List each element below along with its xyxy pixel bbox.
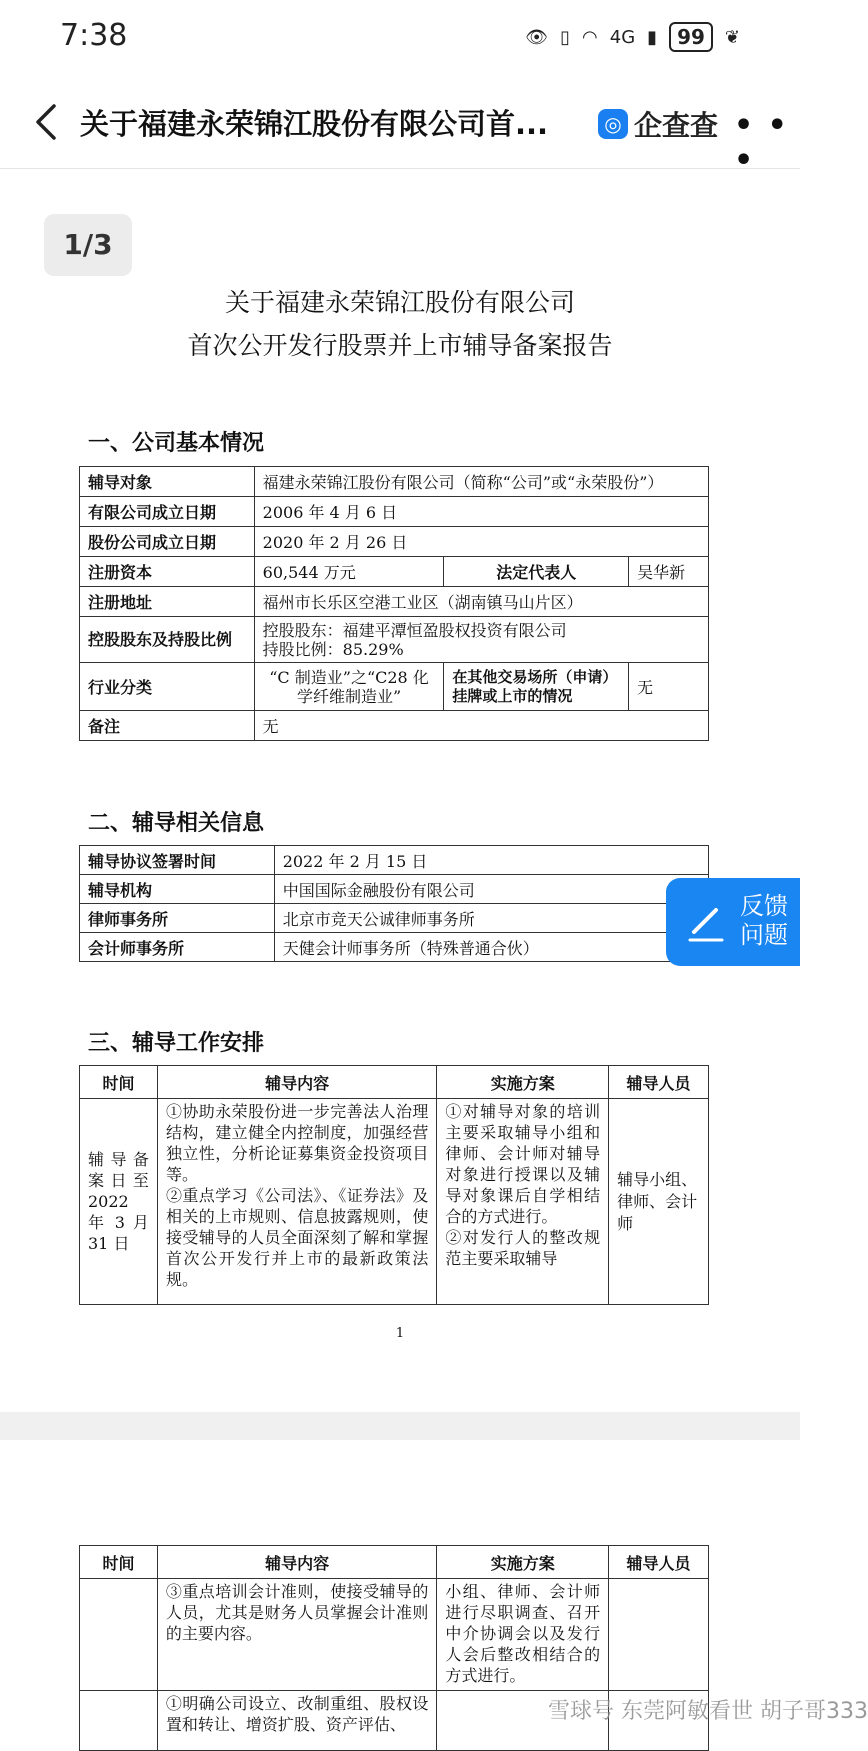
col-header-time: 时间 [80,1066,158,1099]
cell-label: 备注 [80,711,255,741]
status-time: 7:38 [60,18,128,53]
col-header-method: 实施方案 [437,1546,609,1579]
plan-content: ③重点培训会计准则，使接受辅导的人员，尤其是财务人员掌握会计准则的主要内容。 [157,1579,437,1691]
col-header-method: 实施方案 [437,1066,609,1099]
basic-info-table [79,466,709,741]
page-indicator: 1/3 [44,214,132,276]
section-title-plan: 三、辅导工作安排 [88,1030,265,1056]
cell-value: 吴华新 [629,557,709,587]
tutoring-info-table [79,845,709,962]
section-title-info: 二、辅导相关信息 [88,810,265,836]
plan-time [80,1579,158,1691]
more-icon[interactable]: • • • [734,108,789,178]
cell-value: 福建永荣锦江股份有限公司（简称“公司”或“永荣股份”） [254,467,708,497]
plan-content: ①协助永荣股份进一步完善法人治理结构，建立健全内控制度，加强经营独立性，分析论证募集资金投资项目等。 ②重点学习《公司法》、《证券法》及相关的上市规则、信息披露规则，使接受辅导的人员全面深刻了解和掌握首次公开发行并上市的最新政策法规。 [157,1099,436,1305]
qichacha-icon: ◎ [598,109,628,139]
col-header-content: 辅导内容 [157,1546,437,1579]
cell-value: 60,544 万元 [254,557,444,587]
cell-label: 律师事务所 [80,904,275,933]
cell-value: 2022 年 2 月 15 日 [274,846,708,875]
cell-label: 控股股东及持股比例 [80,617,255,663]
cell-label: 注册地址 [80,587,255,617]
plan-content: ①明确公司设立、改制重组、股权设置和转让、增资扩股、资产评估、 [157,1691,437,1751]
plan-method: ①对辅导对象的培训主要采取辅导小组和律师、会计师对辅导对象进行授课以及辅导对象课后自学相结合的方式进行。 ②对发行人的整改规范主要采取辅导 [437,1099,609,1305]
doc-title-line2: 首次公开发行股票并上市辅导备案报告 [187,331,613,360]
plan-method: 小组、律师、会计师进行尽职调查、召开中介协调会以及发行人会后整改相结合的方式进行。 [437,1579,609,1691]
plan-staff: 辅导小组、律师、会计师 [609,1099,709,1305]
col-header-staff: 辅导人员 [609,1546,709,1579]
cell-label: 行业分类 [80,663,255,711]
eye-icon: 👁 [525,26,549,48]
plan-time [80,1691,158,1751]
holder-ratio: 持股比例：85.29% [262,639,404,659]
col-header-staff: 辅导人员 [609,1066,709,1099]
cell-label: 会计师事务所 [80,933,275,962]
signal-icon: ▮ [647,26,658,48]
leaf-icon: ❦ [724,26,740,48]
cell-label: 股份公司成立日期 [80,527,255,557]
cell-value: 无 [629,663,709,711]
status-bar [0,0,800,78]
cell-label: 辅导对象 [80,467,255,497]
feedback-label: 反馈 问题 [740,892,788,949]
cell-value: 北京市竞天公诚律师事务所 [274,904,708,933]
status-icons [525,22,740,52]
pencil-icon [686,900,726,944]
cell-value: 无 [254,711,708,741]
battery-level: 99 [669,22,713,52]
col-header-content: 辅导内容 [157,1066,436,1099]
brand-name: 企查查 [634,109,719,142]
cell-label: 在其他交易场所（申请）挂牌或上市的情况 [444,663,629,711]
doc-title-line1: 关于福建永荣锦江股份有限公司 [224,288,575,317]
app-header [0,78,800,178]
cell-value: 天健会计师事务所（特殊普通合伙） [274,933,708,962]
cell-value [254,617,708,663]
page-title: 关于福建永荣锦江股份有限公司首... [80,107,549,141]
cell-value: 中国国际金融股份有限公司 [274,875,708,904]
page-number: 1 [395,1326,405,1341]
cell-label: 有限公司成立日期 [80,497,255,527]
brand-logo [598,104,718,144]
plan-staff [609,1579,709,1691]
wifi-icon: ◠ [582,26,598,48]
section-title-basic: 一、公司基本情况 [88,430,265,456]
cell-value: “C 制造业”之“C28 化学纤维制造业” [254,663,444,711]
page-divider [0,1412,800,1440]
cell-label: 辅导机构 [80,875,275,904]
plan-table [79,1065,709,1305]
network-label: 4G [609,26,636,48]
cell-label: 法定代表人 [444,557,629,587]
cell-label: 辅导协议签署时间 [80,846,275,875]
feedback-button[interactable] [666,878,800,966]
vibrate-icon: ▯ [560,26,571,48]
back-arrow-icon[interactable] [30,100,66,144]
col-header-time: 时间 [80,1546,158,1579]
watermark: 雪球号 东莞阿敏看世 胡子哥333 [548,1699,868,1724]
plan-time: 辅导备案日至 2022 年 3 月 31 日 [80,1099,158,1305]
cell-value: 2020 年 2 月 26 日 [254,527,708,557]
holder-name: 控股股东：福建平潭恒盈股权投资有限公司 [262,620,567,640]
cell-label: 注册资本 [80,557,255,587]
cell-value: 2006 年 4 月 6 日 [254,497,708,527]
cell-value: 福州市长乐区空港工业区（湖南镇马山片区） [254,587,708,617]
